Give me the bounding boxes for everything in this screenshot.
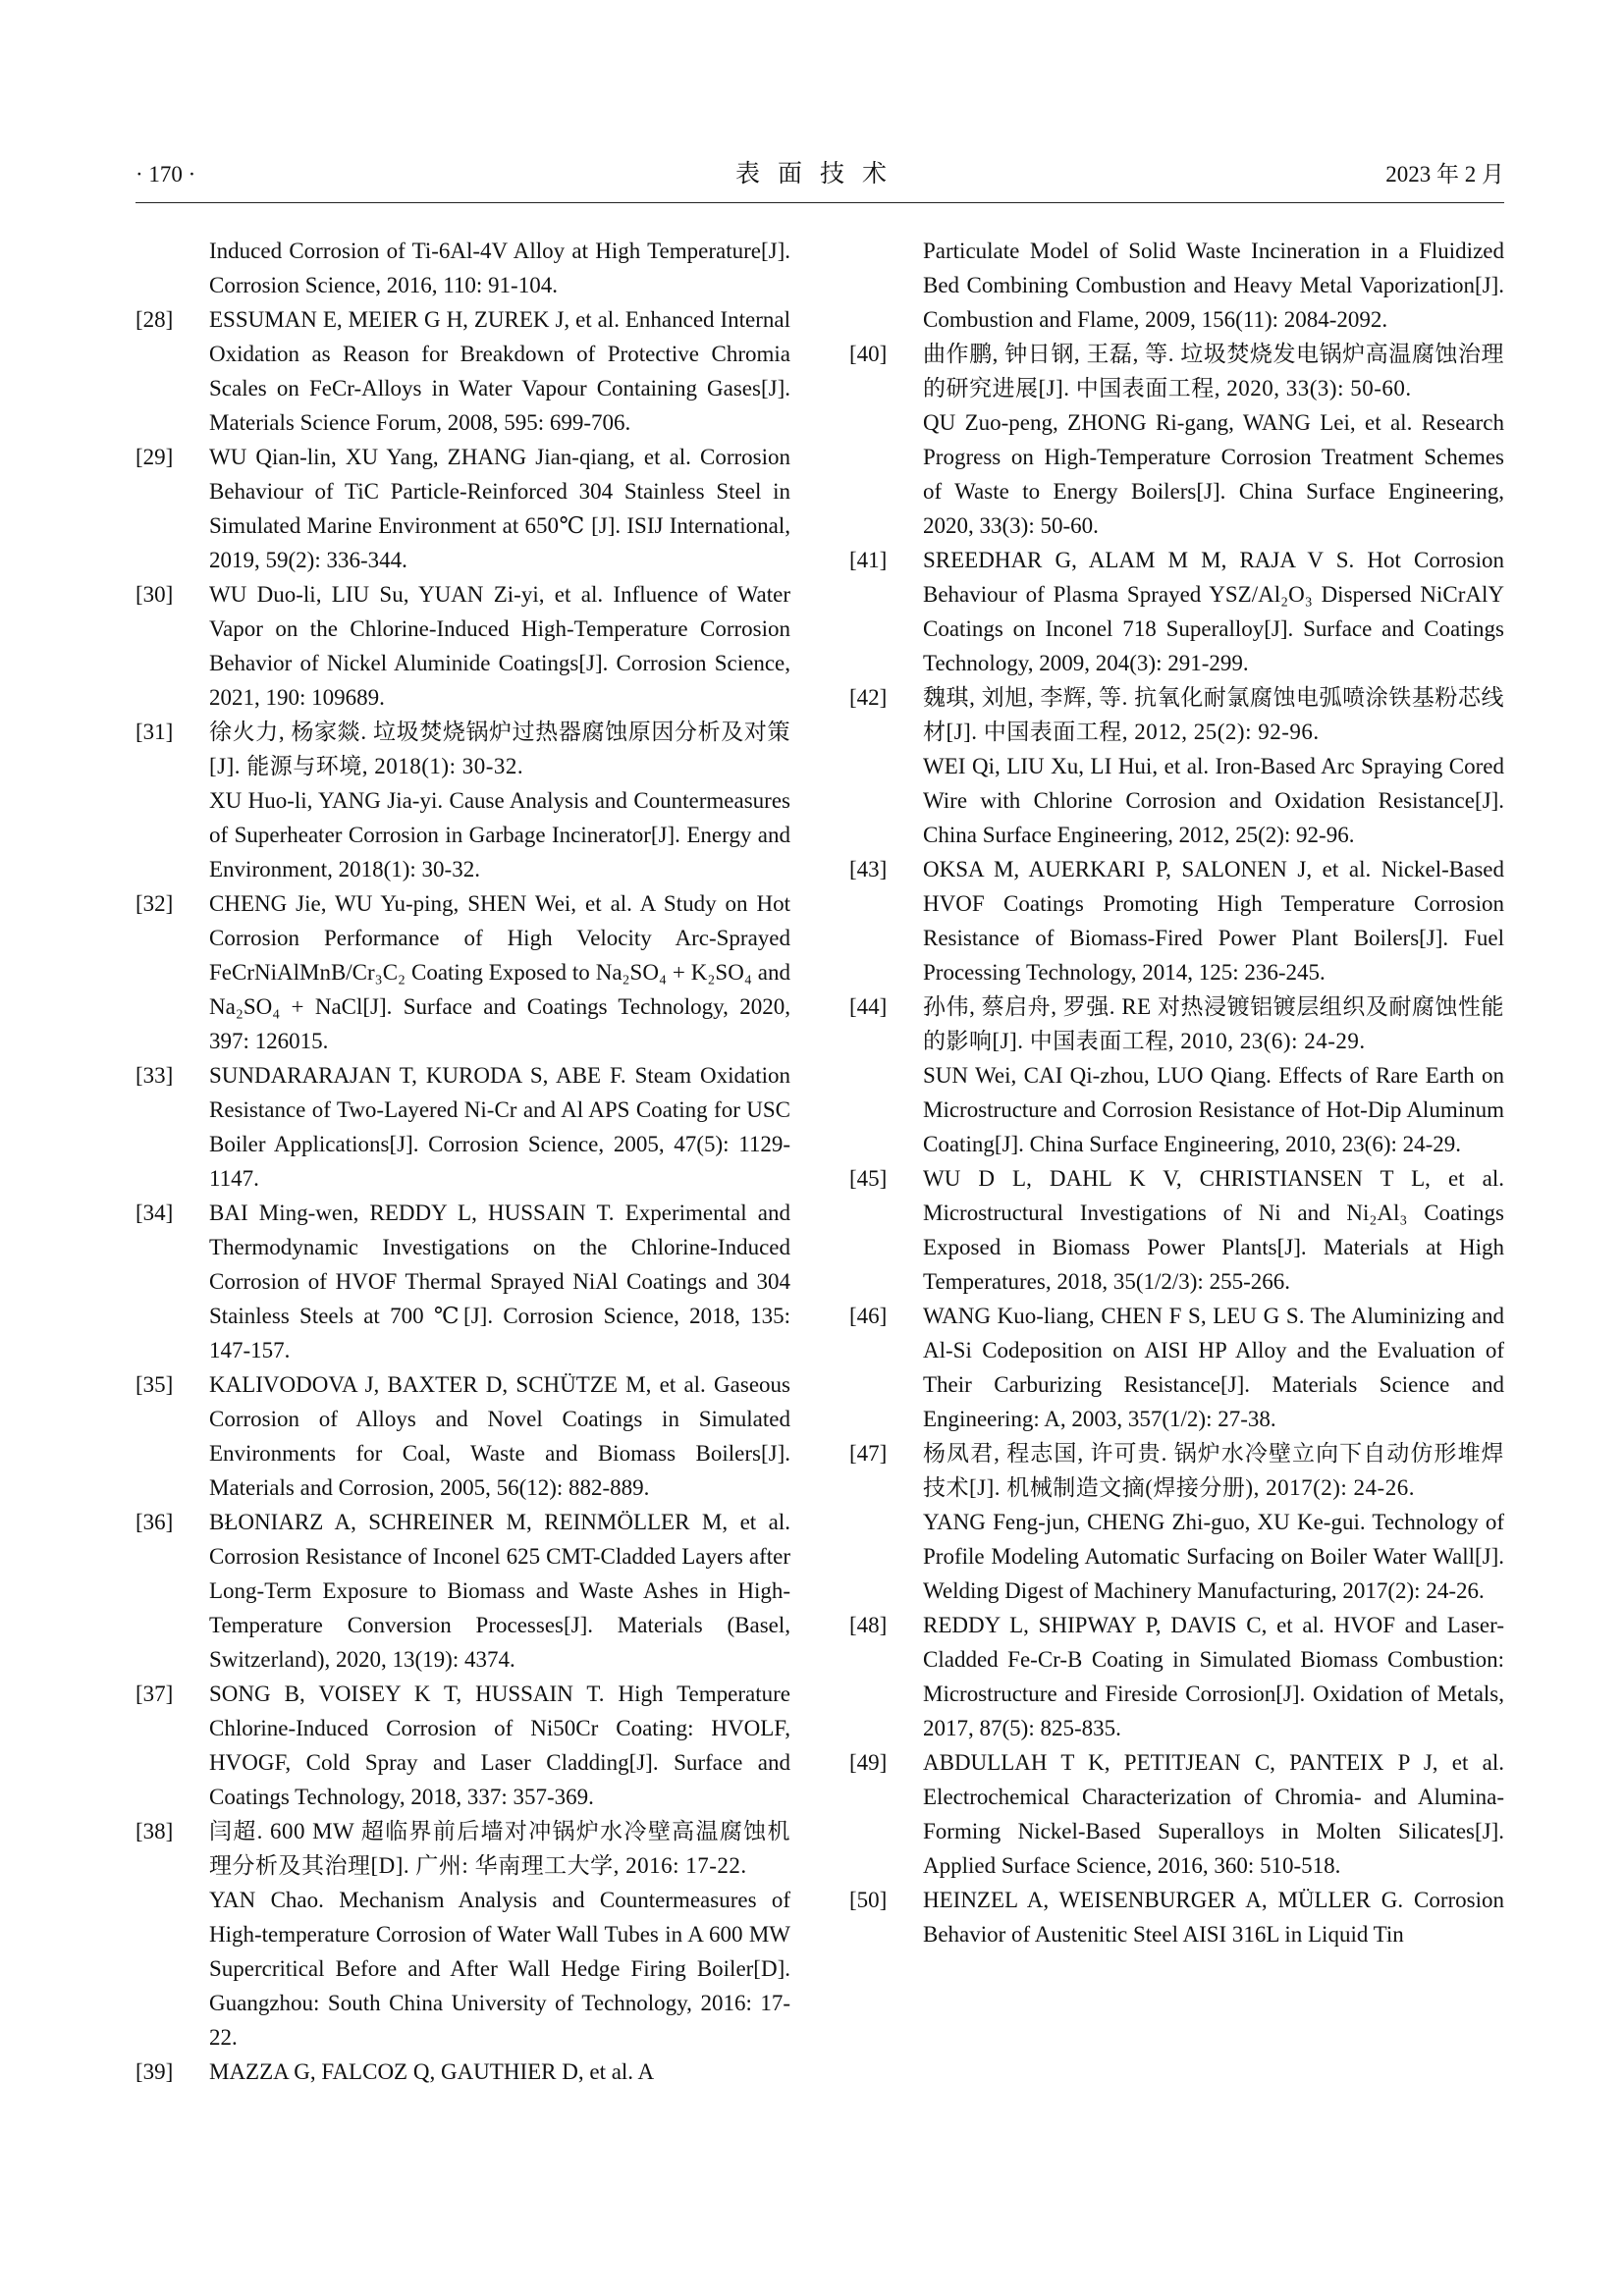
reference-number: [28] (135, 307, 174, 332)
reference-entry (135, 1367, 790, 1505)
reference-entry (849, 234, 1504, 337)
reference-text: HEINZEL A, WEISENBURGER A, MÜLLER G. Corrosion Behavior of Austenitic Steel AISI 316L in Liquid Tin (923, 1888, 1504, 1947)
reference-text: Induced Corrosion of Ti-6Al-4V Alloy at High Temperature[J]. Corrosion Science, 2016, 110: 91-104. (209, 239, 790, 297)
reference-text: 闫超. 600 MW 超临界前后墙对冲锅炉水冷壁高温腐蚀机理分析及其治理[D]. 广州: 华南理工大学, 2016: 17-22. (209, 1819, 790, 1878)
reference-number: [33] (135, 1063, 174, 1088)
reference-entry (135, 715, 790, 886)
reference-entry (135, 2055, 790, 2089)
reference-text: BŁONIARZ A, SCHREINER M, REINMÖLLER M, et al. Corrosion Resistance of Inconel 625 CMT-Cladded Layers after Long-Term Exposure to Biomass and Waste Ashes in High-Temperature Conversion Processes[J]. Materials (Basel, Switzerland), 2020, 13(19): 4374. (209, 1510, 790, 1672)
reference-number: [45] (849, 1166, 888, 1191)
reference-text: MAZZA G, FALCOZ Q, GAUTHIER D, et al. A (209, 2059, 655, 2084)
reference-entry (135, 1814, 790, 2055)
reference-entry (849, 989, 1504, 1161)
reference-number: [50] (849, 1888, 888, 1912)
reference-translation: SUN Wei, CAI Qi-zhou, LUO Qiang. Effects of Rare Earth on Microstructure and Corrosion Resistance of Hot-Dip Aluminum Coating[J]. China Surface Engineering, 2010, 23(6): 24-29. (923, 1063, 1504, 1156)
journal-title: 表面技术 (734, 161, 904, 187)
reference-entry (849, 1436, 1504, 1608)
reference-entry (849, 337, 1504, 543)
reference-text: SREEDHAR G, ALAM M M, RAJA V S. Hot Corrosion Behaviour of Plasma Sprayed YSZ/Al₂O₃ Dispersed NiCrAlY Coatings on Inconel 718 Superalloy[J]. Surface and Coatings Technology, 2009, 204(3): 291-299. (923, 548, 1504, 675)
reference-entry (849, 1299, 1504, 1436)
reference-number: [40] (849, 342, 888, 366)
header-rule (135, 202, 1504, 203)
reference-number: [36] (135, 1510, 174, 1534)
reference-text: WANG Kuo-liang, CHEN F S, LEU G S. The Aluminizing and Al-Si Codeposition on AISI HP Alloy and the Evaluation of Their Carburizing Resistance[J]. Materials Science and Engineering: A, 2003, 357(1/2): 27-38. (923, 1304, 1504, 1431)
reference-text: 徐火力, 杨家燚. 垃圾焚烧锅炉过热器腐蚀原因分析及对策[J]. 能源与环境, 2018(1): 30-32. (209, 720, 790, 778)
reference-text: WU Qian-lin, XU Yang, ZHANG Jian-qiang, et al. Corrosion Behaviour of TiC Particle-Reinforced 304 Stainless Steel in Simulated Marine Environment at 650℃ [J]. ISIJ International, 2019, 59(2): 336-344. (209, 445, 790, 572)
reference-text: BAI Ming-wen, REDDY L, HUSSAIN T. Experimental and Thermodynamic Investigations on the Chlorine-Induced Corrosion of HVOF Thermal Sprayed NiAl Coatings and 304 Stainless Steels at 700 ℃[J]. Corrosion Science, 2018, 135: 147-157. (209, 1201, 790, 1362)
reference-entry (849, 680, 1504, 852)
reference-number: [31] (135, 720, 174, 744)
reference-text: OKSA M, AUERKARI P, SALONEN J, et al. Nickel-Based HVOF Coatings Promoting High Temperature Corrosion Resistance of Biomass-Fired Power Plant Boilers[J]. Fuel Processing Technology, 2014, 125: 236-245. (923, 857, 1504, 985)
reference-entry (135, 1058, 790, 1196)
reference-text: WU Duo-li, LIU Su, YUAN Zi-yi, et al. Influence of Water Vapor on the Chlorine-Induced High-Temperature Corrosion Behavior of Nickel Aluminide Coatings[J]. Corrosion Science, 2021, 190: 109689. (209, 582, 790, 710)
reference-translation: XU Huo-li, YANG Jia-yi. Cause Analysis and Countermeasures of Superheater Corrosion in Garbage Incinerator[J]. Energy and Environment, 2018(1): 30-32. (209, 788, 790, 881)
reference-entry (135, 577, 790, 715)
reference-number: [29] (135, 445, 174, 469)
reference-number: [44] (849, 994, 888, 1019)
reference-number: [47] (849, 1441, 888, 1466)
reference-number: [43] (849, 857, 888, 881)
reference-entry (135, 1677, 790, 1814)
reference-entry (135, 1505, 790, 1677)
reference-translation: YANG Feng-jun, CHENG Zhi-guo, XU Ke-gui. Technology of Profile Modeling Automatic Surfacing on Boiler Water Wall[J]. Welding Digest of Machinery Manufacturing, 2017(2): 24-26. (923, 1510, 1504, 1603)
reference-text: CHENG Jie, WU Yu-ping, SHEN Wei, et al. A Study on Hot Corrosion Performance of High Velocity Arc-Sprayed FeCrNiAlMnB/Cr₃C₂ Coating Exposed to Na₂SO₄ + K₂SO₄ and Na₂SO₄ + NaCl[J]. Surface and Coatings Technology, 2020, 397: 126015. (209, 891, 790, 1053)
reference-entry (135, 234, 790, 302)
reference-number: [42] (849, 685, 888, 710)
reference-entry (135, 1196, 790, 1367)
reference-entry (849, 1883, 1504, 1951)
left-column (135, 234, 790, 2089)
reference-entry (849, 1161, 1504, 1299)
reference-text: Particulate Model of Solid Waste Incineration in a Fluidized Bed Combining Combustion and Heavy Metal Vaporization[J]. Combustion and Flame, 2009, 156(11): 2084-2092. (923, 239, 1504, 332)
reference-text: ABDULLAH T K, PETITJEAN C, PANTEIX P J, et al. Electrochemical Characterization of Chromia- and Alumina-Forming Nickel-Based Superalloys in Molten Silicates[J]. Applied Surface Science, 2016, 360: 510-518. (923, 1750, 1504, 1878)
reference-text: 曲作鹏, 钟日钢, 王磊, 等. 垃圾焚烧发电锅炉高温腐蚀治理的研究进展[J]. 中国表面工程, 2020, 33(3): 50-60. (923, 342, 1504, 400)
reference-number: [46] (849, 1304, 888, 1328)
reference-text: SONG B, VOISEY K T, HUSSAIN T. High Temperature Chlorine-Induced Corrosion of Ni50Cr Coating: HVOLF, HVOGF, Cold Spray and Laser Cladding[J]. Surface and Coatings Technology, 2018, 337: 357-369. (209, 1682, 790, 1809)
reference-text: SUNDARARAJAN T, KURODA S, ABE F. Steam Oxidation Resistance of Two-Layered Ni-Cr and Al APS Coating for USC Boiler Applications[J]. Corrosion Science, 2005, 47(5): 1129-1147. (209, 1063, 790, 1191)
reference-text: ESSUMAN E, MEIER G H, ZUREK J, et al. Enhanced Internal Oxidation as Reason for Breakdown of Protective Chromia Scales on FeCr-Alloys in Water Vapour Containing Gases[J]. Materials Science Forum, 2008, 595: 699-706. (209, 307, 790, 435)
reference-number: [38] (135, 1819, 174, 1843)
reference-text: 杨凤君, 程志国, 许可贵. 锅炉水冷壁立向下自动仿形堆焊技术[J]. 机械制造文摘(焊接分册), 2017(2): 24-26. (923, 1441, 1504, 1500)
reference-number: [39] (135, 2059, 174, 2084)
issue-date: 2023 年 2 月 (1385, 162, 1504, 187)
right-column (849, 234, 1504, 1951)
reference-number: [41] (849, 548, 888, 572)
page-number: · 170 · (135, 162, 196, 187)
reference-translation: YAN Chao. Mechanism Analysis and Countermeasures of High-temperature Corrosion of Water Wall Tubes in A 600 MW Supercritical Before and After Wall Hedge Firing Boiler[D]. Guangzhou: South China University of Technology, 2016: 17-22. (209, 1888, 790, 2050)
reference-number: [48] (849, 1613, 888, 1637)
reference-translation: WEI Qi, LIU Xu, LI Hui, et al. Iron-Based Arc Spraying Cored Wire with Chlorine Corrosion and Oxidation Resistance[J]. China Surface Engineering, 2012, 25(2): 92-96. (923, 754, 1504, 847)
reference-number: [35] (135, 1372, 174, 1397)
reference-text: WU D L, DAHL K V, CHRISTIANSEN T L, et al. Microstructural Investigations of Ni and Ni₂Al₃ Coatings Exposed in Biomass Power Plants[J]. Materials at High Temperatures, 2018, 35(1/2/3): 255-266. (923, 1166, 1504, 1294)
reference-entry (135, 302, 790, 440)
reference-entry (135, 440, 790, 577)
running-header (135, 155, 1504, 194)
reference-entry (849, 1608, 1504, 1745)
reference-number: [49] (849, 1750, 888, 1775)
reference-text: 魏琪, 刘旭, 李辉, 等. 抗氧化耐氯腐蚀电弧喷涂铁基粉芯线材[J]. 中国表面工程, 2012, 25(2): 92-96. (923, 685, 1504, 744)
reference-number: [30] (135, 582, 174, 607)
reference-entry (849, 852, 1504, 989)
reference-entry (849, 1745, 1504, 1883)
reference-entry (135, 886, 790, 1058)
reference-entry (849, 543, 1504, 680)
reference-number: [34] (135, 1201, 174, 1225)
reference-translation: QU Zuo-peng, ZHONG Ri-gang, WANG Lei, et al. Research Progress on High-Temperature Corrosion Treatment Schemes of Waste to Energy Boilers[J]. China Surface Engineering, 2020, 33(3): 50-60. (923, 410, 1504, 538)
reference-text: 孙伟, 蔡启舟, 罗强. RE 对热浸镀铝镀层组织及耐腐蚀性能的影响[J]. 中国表面工程, 2010, 23(6): 24-29. (923, 994, 1504, 1053)
reference-number: [37] (135, 1682, 174, 1706)
reference-text: KALIVODOVA J, BAXTER D, SCHÜTZE M, et al. Gaseous Corrosion of Alloys and Novel Coatings in Simulated Environments for Coal, Waste and Biomass Boilers[J]. Materials and Corrosion, 2005, 56(12): 882-889. (209, 1372, 790, 1500)
reference-number: [32] (135, 891, 174, 916)
reference-text: REDDY L, SHIPWAY P, DAVIS C, et al. HVOF and Laser-Cladded Fe-Cr-B Coating in Simulated Biomass Combustion: Microstructure and Fireside Corrosion[J]. Oxidation of Metals, 2017, 87(5): 825-835. (923, 1613, 1504, 1740)
